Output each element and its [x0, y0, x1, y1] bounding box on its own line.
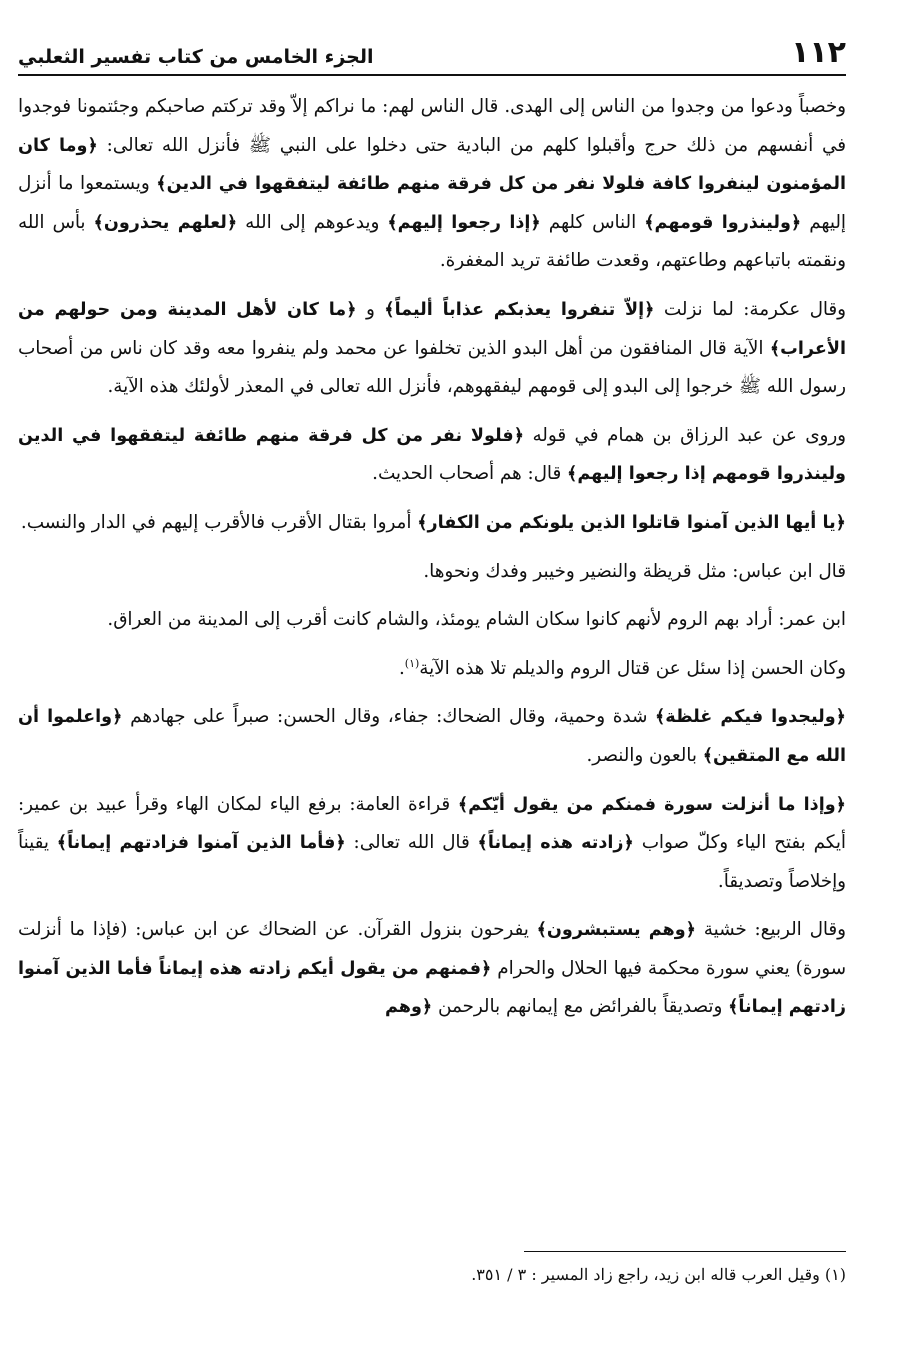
- text-run: .: [398, 657, 405, 679]
- paragraph: [18, 553, 846, 592]
- text-run: قال ابن عباس: مثل قريظة والنضير وخيبر وفدك ونحوها.: [423, 560, 846, 582]
- quran-quote: ﴿وإذا ما أنزلت سورة فمنكم من يقول أيّكم﴾: [457, 794, 846, 815]
- text-run: وكان الحسن إذا سئل عن قتال الروم والديلم تلا هذه الآية: [419, 657, 846, 679]
- text-run: قراءة العامة: برفع الياء لمكان الهاء وقرأ عبيد بن عمير: أيكم بفتح الياء وكلّ صواب: [18, 793, 846, 854]
- text-run: بأس الله ونقمته باتباعهم وطاعتهم، وقعدت طائفة تريد المغفرة.: [18, 211, 846, 272]
- paragraph: [18, 417, 846, 494]
- quran-quote: ﴿يا أيها الذين آمنوا قاتلوا الذين يلونكم من الكفار﴾: [417, 512, 846, 533]
- footnote: (١) وقيل العرب قاله ابن زيد، راجع زاد المسير : ٣ / ٣٥١.: [471, 1265, 846, 1284]
- paragraph: [18, 698, 846, 775]
- text-run: الآية قال المنافقون من أهل البدو الذين تخلفوا عن محمد ولم ينفروا معه وقد كان ناس من أصحاب رسول الله ﷺ خرجوا إلى البدو إلى قومهم ليفقهوهم، فأنزل الله تعالى في المعذر لأولئك هذه الآية.: [18, 337, 846, 398]
- quran-quote: ﴿واعلموا أن الله مع المتقين﴾: [18, 707, 846, 766]
- text-run: ويستمعوا ما أنزل إليهم: [18, 173, 847, 233]
- text-run: و: [356, 298, 385, 320]
- quran-quote: ﴿ولينذروا قومهم﴾: [644, 212, 802, 233]
- footnote-divider: [524, 1251, 846, 1252]
- quran-quote: ﴿فمنهم من يقول أيكم زادته هذه إيماناً فأما الذين آمنوا زادتهم إيماناً﴾: [18, 958, 846, 1018]
- text-run: وخصباً ودعوا من وجدوا من الناس إلى الهدى. قال الناس لهم: ما نراكم إلاّ وقد تركتم صاحبكم وجئتمونا فوجدوا في أنفسهم من ذلك حرج وأقبلوا كلهم من البادية حتى دخلوا على النبي ﷺ فأنزل الله تعالى:: [18, 96, 846, 156]
- quran-quote: ﴿لعلهم يحذرون﴾: [93, 212, 238, 233]
- paragraph: [18, 504, 846, 543]
- paragraph: [18, 786, 846, 902]
- text-run: أمروا بقتال الأقرب فالأقرب إليهم في الدار والنسب.: [20, 511, 418, 533]
- paragraph: [18, 650, 846, 689]
- paragraph: [18, 291, 846, 407]
- text-run: قال: هم أصحاب الحديث.: [372, 463, 568, 485]
- quran-quote: ﴿إلاّ تنفروا يعذبكم عذاباً أليماً﴾: [384, 299, 655, 320]
- quran-quote: ﴿فأما الذين آمنوا فزادتهم إيماناً﴾: [56, 833, 346, 854]
- text-run: وتصديقاً بالفرائض مع إيمانهم بالرحمن: [432, 996, 729, 1018]
- text-run: وروى عن عبد الرزاق بن همام في قوله: [524, 424, 846, 446]
- text-run: قال الله تعالى:: [345, 832, 478, 854]
- text-run: الناس كلهم: [540, 211, 645, 233]
- quran-quote: ﴿وليجدوا فيكم غلظة﴾: [655, 707, 846, 728]
- text-run: يفرحون بنزول القرآن. عن الضحاك عن ابن عباس: (فإذا ما أنزلت سورة) يعني سورة محكمة فيها الحلال والحرام: [18, 919, 846, 979]
- text-run: ابن عمر: أراد بهم الروم لأنهم كانوا سكان الشام يومئذ، والشام كانت أقرب إلى المدينة من العراق.: [107, 609, 846, 631]
- text-run: وقال الربيع: خشية: [695, 919, 846, 941]
- running-title: الجزء الخامس من كتاب تفسير الثعلبي: [18, 46, 374, 68]
- quran-quote: ﴿وهم: [384, 997, 433, 1018]
- page-body: [18, 88, 846, 1037]
- quran-quote: ﴿فلولا نفر من كل فرقة منهم طائفة ليتفقهوا في الدين ولينذروا قومهم إذا رجعوا إليهم﴾: [18, 425, 846, 485]
- paragraph: [18, 911, 846, 1027]
- footnote-ref: (١): [404, 656, 420, 670]
- paragraph: [18, 88, 846, 281]
- quran-quote: ﴿وهم يستبشرون﴾: [536, 920, 696, 941]
- quran-quote: ﴿زادته هذه إيماناً﴾: [477, 833, 634, 854]
- text-run: بالعون والنصر.: [586, 744, 703, 766]
- quran-quote: ﴿ما كان لأهل المدينة ومن حولهم من الأعراب﴾: [18, 299, 846, 359]
- page-header: [18, 26, 846, 76]
- page-number: ١١٢: [791, 35, 846, 70]
- quran-quote: ﴿إذا رجعوا إليهم﴾: [387, 212, 541, 233]
- text-run: وقال عكرمة: لما نزلت: [654, 298, 846, 320]
- paragraph: [18, 601, 846, 640]
- text-run: شدة وحمية، وقال الضحاك: جفاء، وقال الحسن: صبراً على جهادهم: [122, 706, 655, 728]
- quran-quote: ﴿وما كان المؤمنون لينفروا كافة فلولا نفر من كل فرقة منهم طائفة ليتفقهوا في الدين﴾: [18, 135, 846, 195]
- text-run: ويدعوهم إلى الله: [237, 211, 388, 233]
- text-run: يقيناً وإخلاصاً وتصديقاً.: [18, 832, 846, 892]
